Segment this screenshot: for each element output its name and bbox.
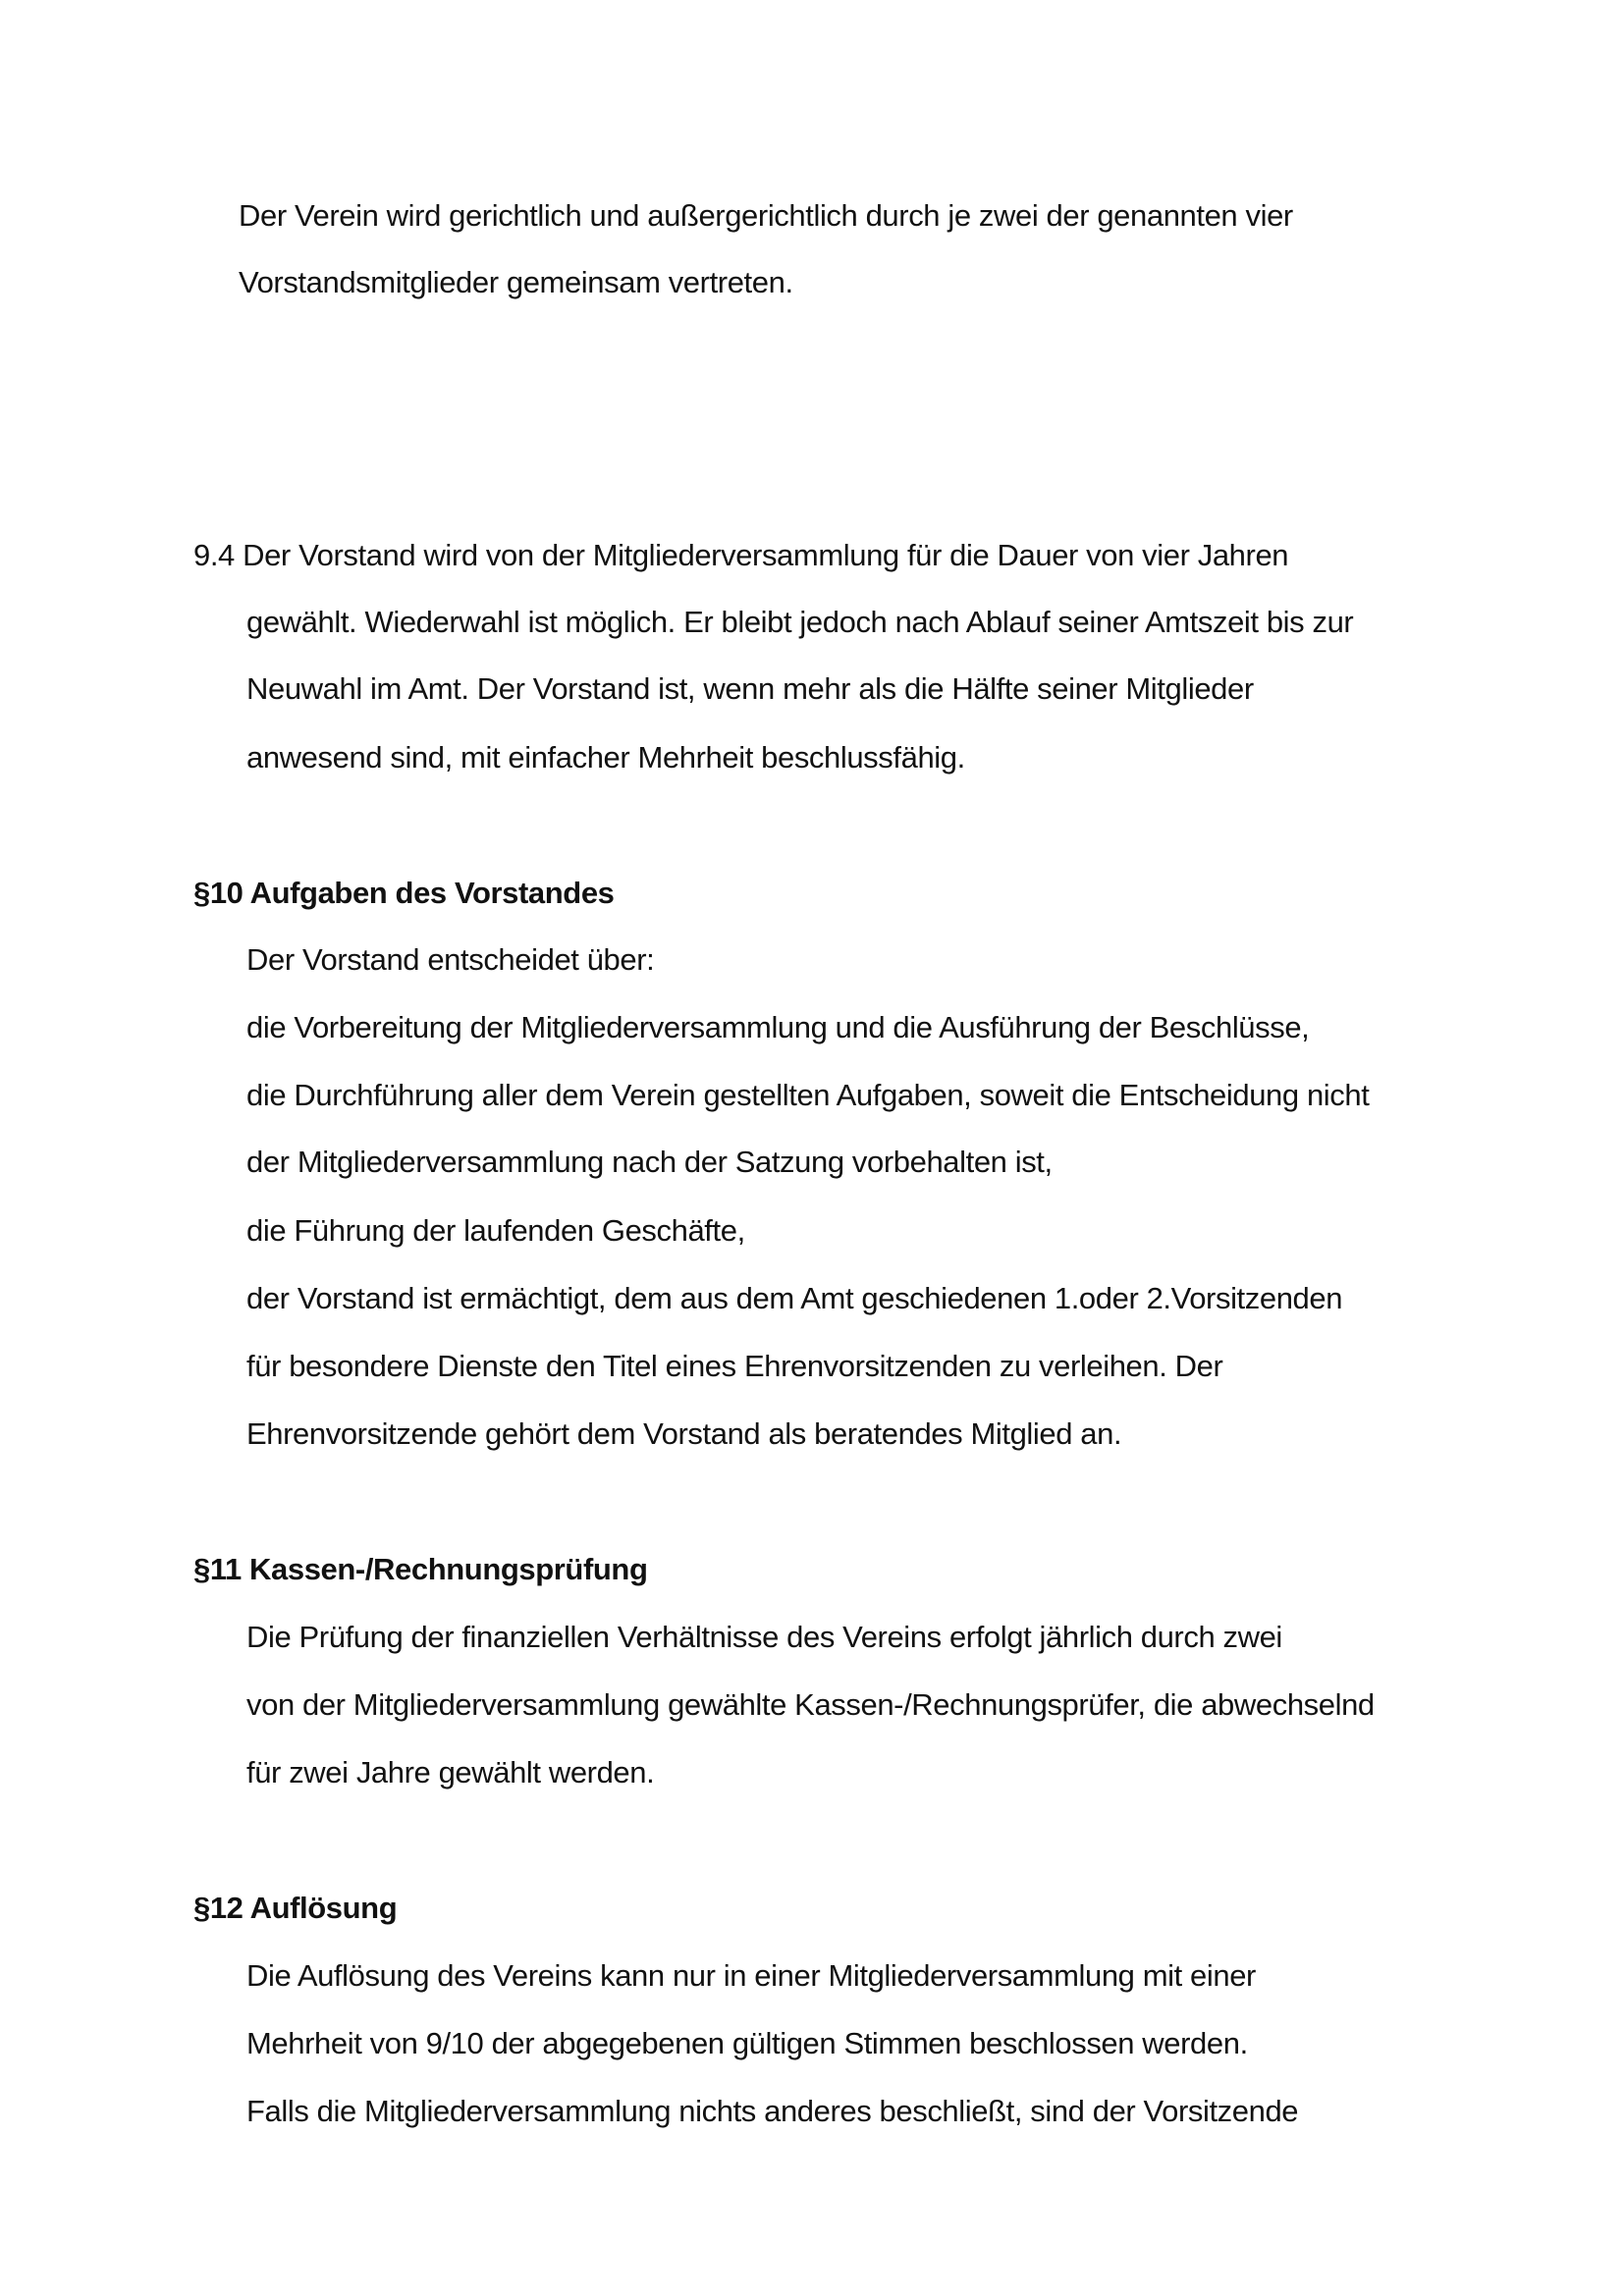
section-11-line: Die Prüfung der finanziellen Verhältnisse des Vereins erfolgt jährlich durch zwei [246, 1620, 1282, 1654]
paragraph-9-4-line: Neuwahl im Amt. Der Vorstand ist, wenn mehr als die Hälfte seiner Mitglieder [246, 671, 1254, 706]
section-10-line: die Vorbereitung der Mitgliederversammlung und die Ausführung der Beschlüsse, [246, 1010, 1310, 1044]
section-10-line: der Mitgliederversammlung nach der Satzung vorbehalten ist, [246, 1145, 1053, 1179]
paragraph-9-4-line: gewählt. Wiederwahl ist möglich. Er bleibt jedoch nach Ablauf seiner Amtszeit bis zur [246, 605, 1354, 639]
section-10-line: die Führung der laufenden Geschäfte, [246, 1213, 745, 1248]
section-10-line: die Durchführung aller dem Verein gestellten Aufgaben, soweit die Entscheidung nicht [246, 1078, 1370, 1112]
section-11-line: von der Mitgliederversammlung gewählte Kassen-/Rechnungsprüfer, die abwechselnd [246, 1687, 1375, 1722]
section-12-line: Mehrheit von 9/10 der abgegebenen gültigen Stimmen beschlossen werden. [246, 2026, 1248, 2060]
section-11-heading: §11 Kassen-/Rechnungsprüfung [193, 1552, 648, 1586]
intro-line: Vorstandsmitglieder gemeinsam vertreten. [239, 265, 793, 299]
section-11-line: für zwei Jahre gewählt werden. [246, 1755, 655, 1789]
paragraph-9-4-line: 9.4 Der Vorstand wird von der Mitgliederversammlung für die Dauer von vier Jahren [193, 538, 1289, 572]
section-10-line: der Vorstand ist ermächtigt, dem aus dem Amt geschiedenen 1.oder 2.Vorsitzenden [246, 1281, 1343, 1315]
section-10-heading: §10 Aufgaben des Vorstandes [193, 876, 615, 910]
section-10-line: Ehrenvorsitzende gehört dem Vorstand als beratendes Mitglied an. [246, 1416, 1122, 1451]
section-10-line: für besondere Dienste den Titel eines Ehrenvorsitzenden zu verleihen. Der [246, 1349, 1223, 1383]
section-12-line: Die Auflösung des Vereins kann nur in einer Mitgliederversammlung mit einer [246, 1958, 1256, 1993]
section-12-line: Falls die Mitgliederversammlung nichts anderes beschließt, sind der Vorsitzende [246, 2094, 1299, 2128]
section-10-line: Der Vorstand entscheidet über: [246, 942, 655, 977]
section-12-heading: §12 Auflösung [193, 1891, 398, 1925]
paragraph-9-4-line: anwesend sind, mit einfacher Mehrheit beschlussfähig. [246, 740, 965, 774]
intro-line: Der Verein wird gerichtlich und außergerichtlich durch je zwei der genannten vier [239, 198, 1293, 233]
